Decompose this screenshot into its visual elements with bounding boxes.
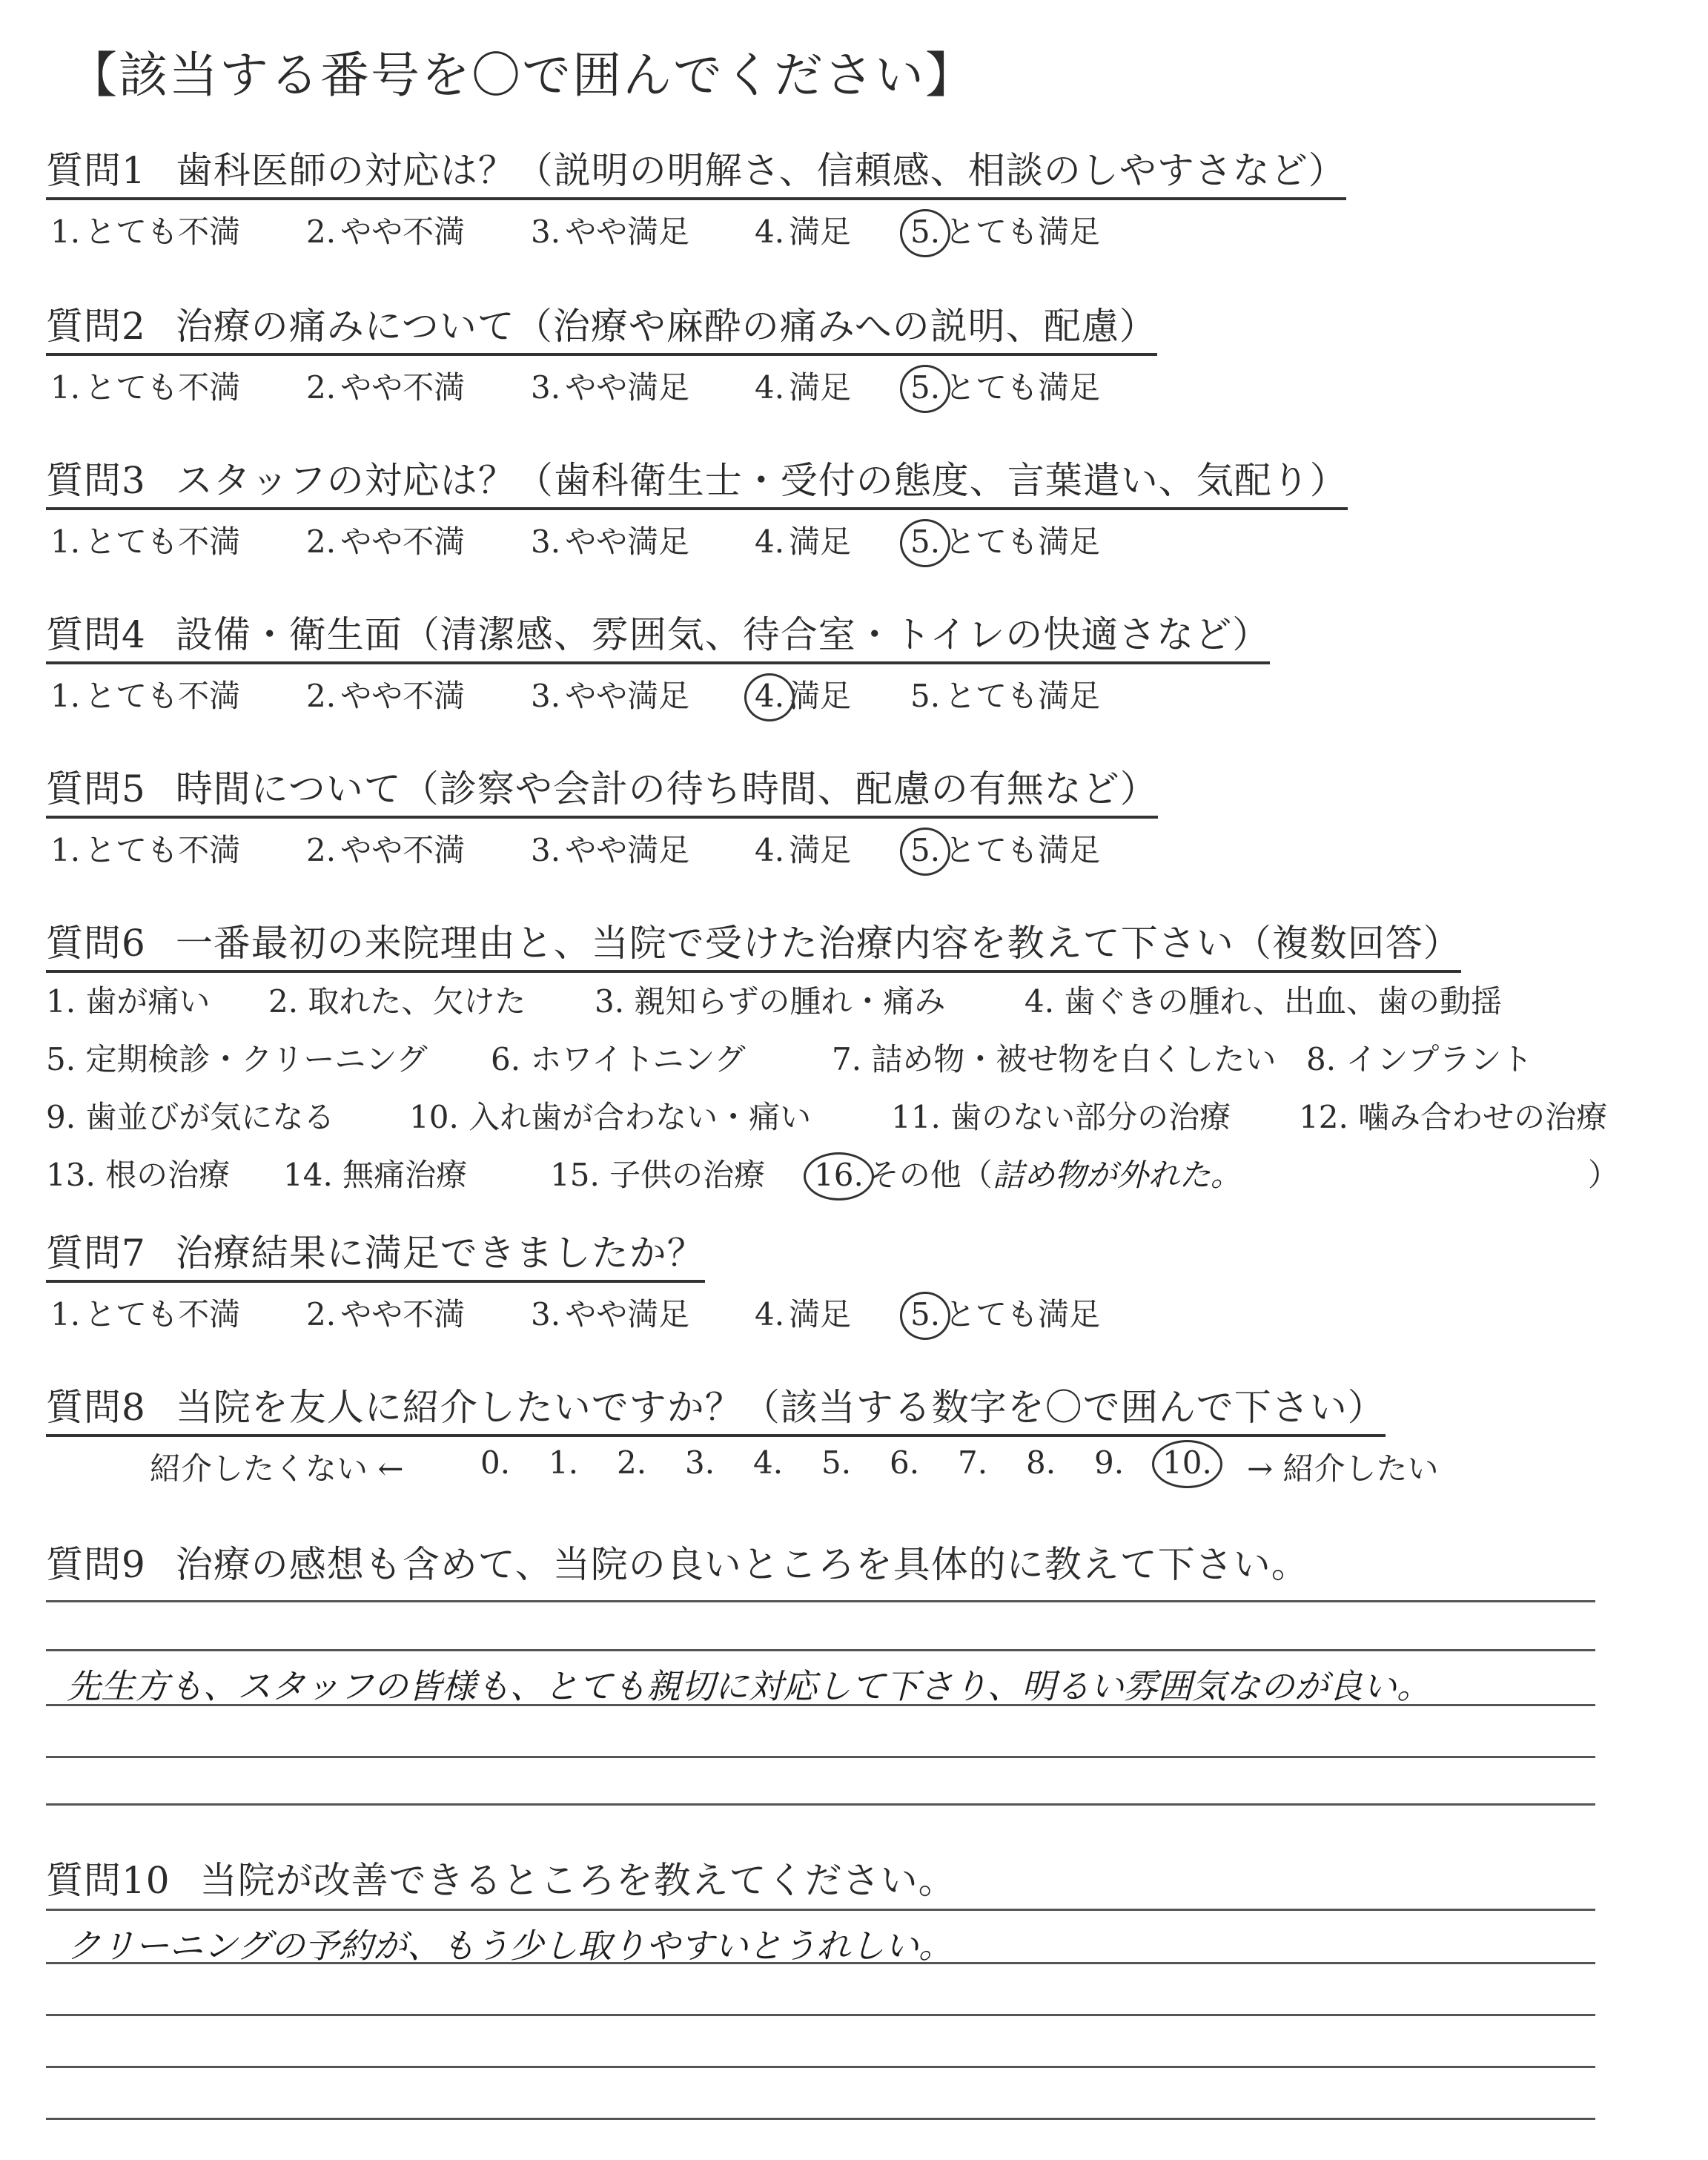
option-5-selected[interactable]: 5. とても満足 bbox=[906, 363, 1100, 408]
option-4[interactable]: 4. 満足 bbox=[755, 214, 852, 250]
question-1-id: 質問1 bbox=[46, 149, 146, 192]
option-5-selected[interactable]: 5. とても満足 bbox=[906, 208, 1100, 252]
question-8-title bbox=[46, 1378, 1386, 1437]
question-1-text: 歯科医師の対応は？（説明の明解さ、信頼感、相談のしやすさなど） bbox=[175, 149, 1346, 192]
score-2[interactable]: 2. bbox=[617, 1444, 647, 1481]
option-2[interactable]: 2. やや不満 bbox=[306, 524, 466, 560]
question-8 bbox=[46, 1378, 1640, 1490]
question-10-title bbox=[46, 1851, 956, 1907]
question-7-id: 質問7 bbox=[46, 1232, 146, 1275]
question-3-text: スタッフの対応は？（歯科衛生士・受付の態度、言葉遣い、気配り） bbox=[175, 459, 1348, 502]
option-1[interactable]: 1. とても不満 bbox=[50, 678, 241, 714]
question-5-title bbox=[46, 759, 1158, 819]
option-1[interactable]: 1. とても不満 bbox=[50, 1296, 241, 1332]
option-16-close-paren: ） bbox=[1588, 1157, 1620, 1193]
answer-line bbox=[46, 1704, 1595, 1706]
question-6-title bbox=[46, 914, 1461, 973]
question-3-id: 質問3 bbox=[46, 459, 146, 502]
question-9-id: 質問9 bbox=[46, 1543, 146, 1586]
option-4[interactable]: 4. 満足 bbox=[755, 524, 852, 560]
question-9-title bbox=[46, 1535, 1309, 1591]
question-6-id: 質問6 bbox=[46, 922, 146, 965]
option-12[interactable]: 12. 噛み合わせの治療 bbox=[1299, 1099, 1608, 1135]
answer-line bbox=[46, 2014, 1595, 2016]
answer-line bbox=[46, 1962, 1595, 1964]
question-3 bbox=[46, 451, 1640, 564]
question-4-title bbox=[46, 605, 1270, 664]
option-3[interactable]: 3. やや満足 bbox=[531, 678, 690, 714]
question-9 bbox=[46, 1535, 1640, 1591]
answer-line bbox=[46, 1756, 1595, 1758]
score-6[interactable]: 6. bbox=[890, 1444, 920, 1481]
question-10-text: 当院が改善できるところを教えてください。 bbox=[199, 1859, 956, 1902]
question-6-row-1 bbox=[46, 973, 1640, 1031]
score-4[interactable]: 4. bbox=[753, 1444, 784, 1481]
option-3[interactable]: 3. やや満足 bbox=[531, 832, 690, 868]
question-8-text: 当院を友人に紹介したいですか？（該当する数字を〇で囲んで下さい） bbox=[175, 1386, 1386, 1429]
option-5-selected[interactable]: 5. とても満足 bbox=[906, 826, 1100, 871]
question-4 bbox=[46, 605, 1640, 718]
question-6-row-4 bbox=[46, 1146, 1640, 1204]
option-2[interactable]: 2. やや不満 bbox=[306, 214, 466, 250]
option-2[interactable]: 2. 取れた、欠けた bbox=[268, 983, 526, 1020]
option-6[interactable]: 6. ホワイトニング bbox=[491, 1041, 746, 1077]
option-1[interactable]: 1. とても不満 bbox=[50, 369, 241, 406]
option-4[interactable]: 4. 満足 bbox=[755, 369, 852, 406]
question-3-options bbox=[46, 518, 1640, 564]
option-1[interactable]: 1. とても不満 bbox=[50, 832, 241, 868]
question-6-row-3 bbox=[46, 1089, 1640, 1146]
question-2-title bbox=[46, 297, 1157, 356]
question-6-text: 一番最初の来院理由と、当院で受けた治療内容を教えて下さい（複数回答） bbox=[175, 922, 1461, 965]
question-6-row-2 bbox=[46, 1031, 1640, 1089]
answer-line bbox=[46, 2066, 1595, 2068]
option-3[interactable]: 3. やや満足 bbox=[531, 524, 690, 560]
score-1[interactable]: 1. bbox=[549, 1444, 579, 1481]
question-1-options bbox=[46, 208, 1640, 254]
question-3-title bbox=[46, 451, 1348, 510]
question-2-id: 質問2 bbox=[46, 305, 146, 348]
question-1 bbox=[46, 141, 1640, 254]
option-3[interactable]: 3. 親知らずの腫れ・痛み bbox=[595, 983, 946, 1020]
question-1-title bbox=[46, 141, 1346, 200]
option-2[interactable]: 2. やや不満 bbox=[306, 1296, 466, 1332]
question-10 bbox=[46, 1851, 1640, 1907]
option-5[interactable]: 5. とても満足 bbox=[910, 678, 1101, 714]
question-5-id: 質問5 bbox=[46, 767, 146, 810]
option-4[interactable]: 4. 満足 bbox=[755, 1296, 852, 1332]
score-7[interactable]: 7. bbox=[958, 1444, 988, 1481]
option-2[interactable]: 2. やや不満 bbox=[306, 678, 466, 714]
question-2-text: 治療の痛みについて（治療や麻酔の痛みへの説明、配慮） bbox=[175, 305, 1157, 348]
question-7-options bbox=[46, 1290, 1640, 1336]
option-1[interactable]: 1. とても不満 bbox=[50, 214, 241, 250]
question-9-answer[interactable]: 先生方も、スタッフの皆様も、とても親切に対応して下さり、明るい雰囲気なのが良い。 bbox=[67, 1666, 1431, 1706]
question-10-id: 質問10 bbox=[46, 1859, 171, 1902]
answer-line bbox=[46, 1909, 1595, 1911]
option-1[interactable]: 1. 歯が痛い bbox=[46, 983, 211, 1020]
option-1[interactable]: 1. とても不満 bbox=[50, 524, 241, 560]
score-10-selected[interactable]: 10. bbox=[1158, 1444, 1217, 1481]
score-0[interactable]: 0. bbox=[480, 1444, 511, 1481]
score-3[interactable]: 3. bbox=[685, 1444, 715, 1481]
option-5-selected[interactable]: 5. とても満足 bbox=[906, 518, 1100, 562]
option-9[interactable]: 9. 歯並びが気になる bbox=[46, 1099, 335, 1135]
option-15[interactable]: 15. 子供の治療 bbox=[550, 1157, 766, 1193]
option-10[interactable]: 10. 入れ歯が合わない・痛い bbox=[409, 1099, 812, 1135]
question-5-options bbox=[46, 826, 1640, 872]
option-13[interactable]: 13. 根の治療 bbox=[46, 1157, 231, 1193]
question-7 bbox=[46, 1223, 1640, 1336]
question-6 bbox=[46, 914, 1640, 1204]
question-5-text: 時間について（診察や会計の待ち時間、配慮の有無など） bbox=[175, 767, 1158, 810]
question-5 bbox=[46, 759, 1640, 872]
score-8[interactable]: 8. bbox=[1026, 1444, 1056, 1481]
answer-line bbox=[46, 1600, 1595, 1602]
option-11[interactable]: 11. 歯のない部分の治療 bbox=[891, 1099, 1231, 1135]
option-8[interactable]: 8. インプラント bbox=[1306, 1041, 1533, 1077]
option-3[interactable]: 3. やや満足 bbox=[531, 214, 690, 250]
question-7-title bbox=[46, 1223, 705, 1283]
option-4-selected[interactable]: 4. 満足 bbox=[750, 672, 851, 716]
question-10-answer[interactable]: クリーニングの予約が、もう少し取りやすいとうれしい。 bbox=[67, 1926, 953, 1966]
answer-line bbox=[46, 2118, 1595, 2120]
option-7[interactable]: 7. 詰め物・被せ物を白くしたい bbox=[832, 1041, 1277, 1077]
answer-line bbox=[46, 1803, 1595, 1806]
question-4-options bbox=[46, 672, 1640, 718]
option-5[interactable]: 5. 定期検診・クリーニング bbox=[46, 1041, 428, 1077]
score-5[interactable]: 5. bbox=[821, 1444, 852, 1481]
question-4-text: 設備・衛生面（清潔感、雰囲気、待合室・トイレの快適さなど） bbox=[175, 613, 1271, 656]
answer-line bbox=[46, 1649, 1595, 1651]
option-4[interactable]: 4. 歯ぐきの腫れ、出血、歯の動揺 bbox=[1025, 983, 1502, 1020]
form-header: 【該当する番号を〇で囲んでください】 bbox=[68, 47, 976, 104]
other-handwritten-text: 詰め物が外れた。 bbox=[992, 1157, 1242, 1193]
option-3[interactable]: 3. やや満足 bbox=[531, 369, 690, 406]
option-2[interactable]: 2. やや不満 bbox=[306, 369, 466, 406]
question-8-id: 質問8 bbox=[46, 1386, 146, 1429]
scale-right-label: → 紹介したい bbox=[1247, 1450, 1439, 1487]
question-2-options bbox=[46, 363, 1640, 409]
option-5-selected[interactable]: 5. とても満足 bbox=[906, 1290, 1100, 1335]
question-8-scale bbox=[46, 1444, 1640, 1490]
score-9[interactable]: 9. bbox=[1094, 1444, 1125, 1481]
option-4[interactable]: 4. 満足 bbox=[755, 832, 852, 868]
question-2 bbox=[46, 297, 1640, 409]
question-7-text: 治療結果に満足できましたか？ bbox=[175, 1232, 705, 1275]
question-4-id: 質問4 bbox=[46, 613, 146, 656]
question-9-text: 治療の感想も含めて、当院の良いところを具体的に教えて下さい。 bbox=[175, 1543, 1309, 1586]
option-16-selected[interactable]: 16. その他（詰め物が外れた。 bbox=[810, 1151, 1242, 1195]
option-3[interactable]: 3. やや満足 bbox=[531, 1296, 690, 1332]
option-2[interactable]: 2. やや不満 bbox=[306, 832, 466, 868]
scale-left-label: 紹介したくない ← bbox=[150, 1450, 404, 1487]
option-14[interactable]: 14. 無痛治療 bbox=[283, 1157, 468, 1193]
